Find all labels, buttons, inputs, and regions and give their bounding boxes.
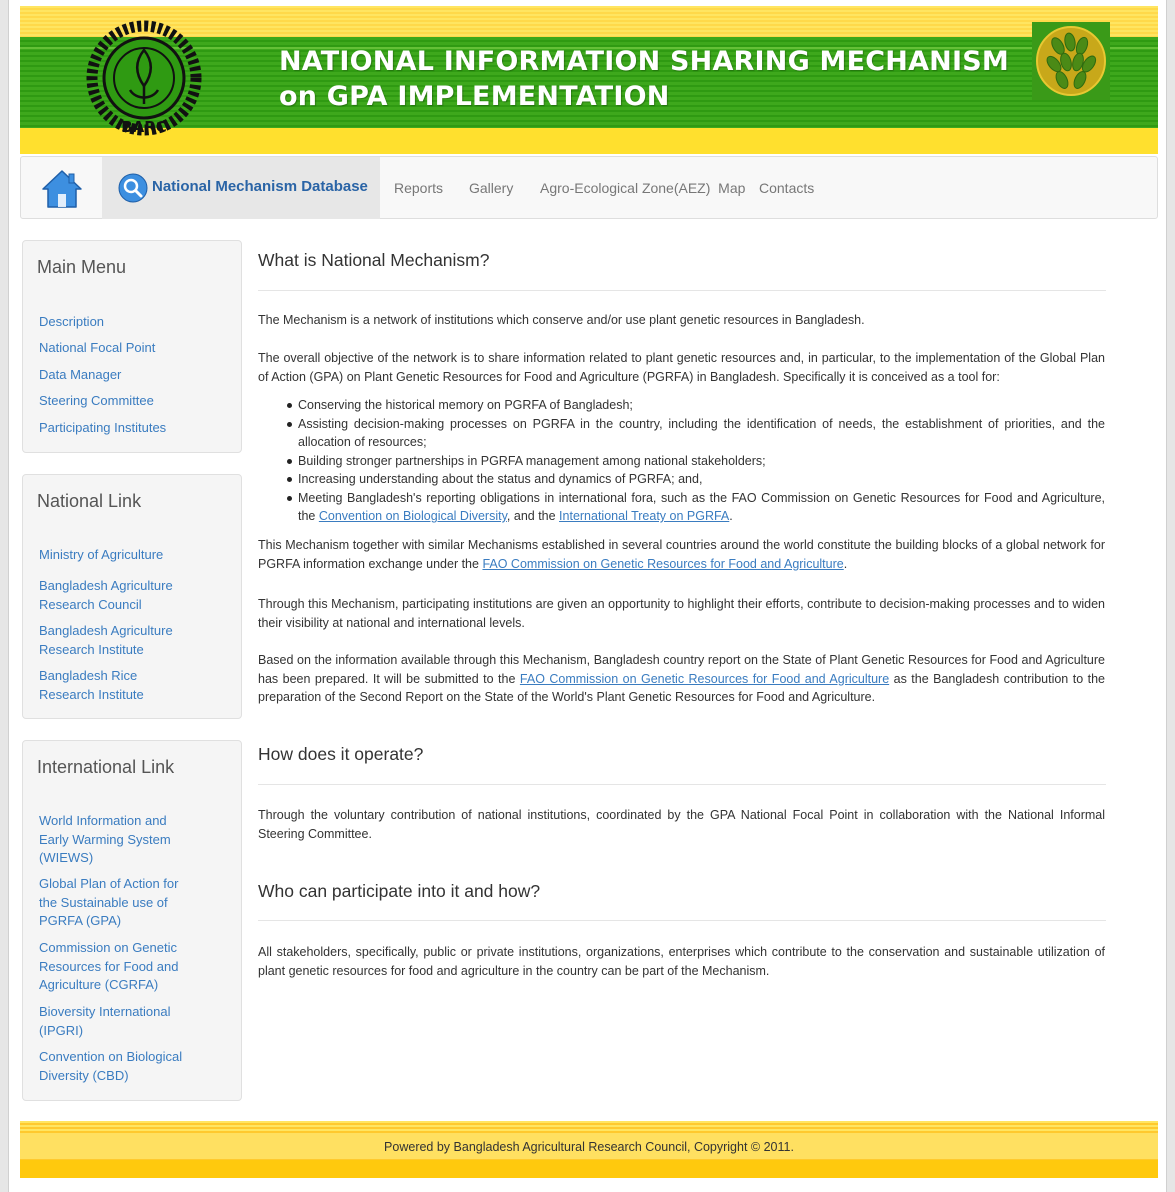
- international-link-panel: [22, 740, 242, 1101]
- paragraph-intro: The Mechanism is a network of institutions which conserve and/or use plant genetic resources in Bangladesh.: [258, 313, 865, 327]
- intl-link-cgrfa[interactable]: Commission on Genetic Resources for Food and Agriculture (CGRFA): [39, 940, 179, 992]
- main-menu-item-national-focal-point[interactable]: National Focal Point: [39, 340, 156, 355]
- intl-link-wiews[interactable]: World Information and Early Warming System (WIEWS): [39, 813, 171, 865]
- paragraph-global-network: [258, 536, 1105, 573]
- list-item: Building stronger partnerships in PGRFA management among national stakeholders;: [298, 452, 1105, 471]
- home-icon: [41, 168, 83, 210]
- site-title: [279, 44, 1009, 114]
- paragraph-operation: Through the voluntary contribution of national institutions, coordinated by the GPA National Focal Point in collaboration with the National Informal Steering Committee.: [258, 808, 1105, 841]
- link-fao-commission[interactable]: FAO Commission on Genetic Resources for Food and Agriculture: [482, 556, 844, 571]
- intl-link-bioversity[interactable]: Bioversity International (IPGRI): [39, 1004, 171, 1038]
- p5-text-post: as the Bangladesh contribution to the preparation of the Second Report on the State of the World's Plant Genetic Resources for Food and Agriculture.: [258, 671, 1106, 704]
- nav-contacts[interactable]: Contacts: [759, 180, 815, 196]
- footer: [20, 1121, 1158, 1178]
- objectives-list: [298, 396, 1105, 526]
- national-link-brri[interactable]: Bangladesh Rice Research Institute: [39, 668, 144, 702]
- paragraph-country-report: [258, 651, 1105, 707]
- search-icon: [118, 173, 148, 203]
- international-link-title: International Link: [37, 757, 175, 777]
- national-link-bari[interactable]: Bangladesh Agriculture Research Institute: [39, 623, 173, 657]
- list-item: Conserving the historical memory on PGRFA of Bangladesh;: [298, 396, 1105, 415]
- nav-active-label: National Mechanism Database: [152, 178, 368, 195]
- main-menu-panel: [22, 240, 242, 453]
- top-navigation: [20, 156, 1158, 219]
- list-item: Increasing understanding about the status and dynamics of PGRFA; and,: [298, 470, 1105, 489]
- paragraph-stakeholders: All stakeholders, specifically, public or private institutions, organizations, enterprises which contribute to the conservation and sustainable utilization of plant genetic resources for food and agriculture in the country can be part of the Mechanism.: [258, 945, 1105, 978]
- national-link-title: National Link: [37, 491, 142, 511]
- paragraph-objective: The overall objective of the network is to share information related to plant genetic resources and, in particular, to the implementation of the Global Plan of Action (GPA) on Plant Genetic Resources for Food and Agriculture (PGRFA) in Bangladesh. Specifically it is conceived as a tool for:: [258, 351, 1105, 384]
- header-banner: [20, 6, 1158, 154]
- heading-what-is-national-mechanism: What is National Mechanism?: [258, 250, 490, 270]
- grain-leaf-icon: [1032, 22, 1110, 100]
- national-link-panel: [22, 474, 242, 719]
- divider: [258, 920, 1106, 921]
- divider: [258, 290, 1106, 291]
- list-item: Assisting decision-making processes on PGRFA in the country, including the identification of needs, the establishment of priorities, and the allocation of resources;: [298, 415, 1105, 452]
- p5-text-pre: Based on the information available through this Mechanism, Bangladesh country report on the State of Plant Genetic Resources for Food and Agriculture has been prepared. It will be submitted to the: [258, 653, 1105, 686]
- main-menu-item-steering-committee[interactable]: Steering Committee: [39, 393, 154, 408]
- national-link-ministry-of-agriculture[interactable]: Ministry of Agriculture: [39, 547, 164, 562]
- site-title-line1: NATIONAL INFORMATION SHARING MECHANISM: [279, 46, 1009, 77]
- divider: [258, 784, 1106, 785]
- main-menu-title: Main Menu: [37, 257, 127, 277]
- footer-copyright: Powered by Bangladesh Agricultural Research Council, Copyright © 2011.: [384, 1140, 794, 1154]
- nav-national-mechanism-database[interactable]: [102, 157, 380, 219]
- link-convention-biological-diversity[interactable]: Convention on Biological Diversity: [318, 509, 507, 523]
- barc-logo-text: BARC: [121, 118, 167, 136]
- bullet5-text-post: .: [729, 509, 733, 523]
- p3-text-pre: This Mechanism together with similar Mechanisms established in several countries around the world constitute the building blocks of a global network for PGRFA information exchange under the: [258, 538, 1105, 571]
- heading-how-does-it-operate: How does it operate?: [258, 744, 424, 764]
- bullet5-text-pre: Meeting Bangladesh's reporting obligations in international fora, such as the FAO Commission on Genetic Resources for Food and Agriculture, the: [298, 490, 1105, 523]
- home-button[interactable]: [21, 157, 101, 219]
- site-title-line2: on GPA IMPLEMENTATION: [279, 81, 670, 112]
- nav-gallery[interactable]: Gallery: [469, 180, 514, 196]
- link-fao-commission-2[interactable]: FAO Commission on Genetic Resources for Food and Agriculture: [519, 671, 890, 686]
- national-link-barc[interactable]: Bangladesh Agriculture Research Council: [39, 578, 173, 612]
- nav-reports[interactable]: Reports: [394, 180, 444, 196]
- footer-bottom-band: [20, 1160, 1158, 1178]
- barc-seal-icon: [86, 20, 214, 138]
- main-menu-item-participating-institutes[interactable]: Participating Institutes: [39, 420, 167, 435]
- bullet5-text-mid: , and the: [506, 509, 560, 523]
- intl-link-gpa[interactable]: Global Plan of Action for the Sustainable use of PGRFA (GPA): [39, 876, 179, 928]
- main-menu-item-data-manager[interactable]: Data Manager: [39, 367, 122, 382]
- list-item: [298, 489, 1105, 526]
- heading-who-can-participate: Who can participate into it and how?: [258, 881, 541, 901]
- intl-link-cbd[interactable]: Convention on Biological Diversity (CBD): [39, 1049, 183, 1083]
- main-menu-item-description[interactable]: Description: [39, 314, 105, 329]
- nav-aez-map[interactable]: Agro-Ecological Zone(AEZ) Map: [540, 180, 746, 196]
- link-international-treaty-pgrfa[interactable]: International Treaty on PGRFA: [559, 509, 730, 523]
- page: [8, 0, 1167, 1192]
- p3-text-post: .: [843, 556, 848, 571]
- paragraph-participation: Through this Mechanism, participating institutions are given an opportunity to highlight their efforts, contribute to decision-making processes and to widen their visibility at national and international levels.: [258, 597, 1105, 630]
